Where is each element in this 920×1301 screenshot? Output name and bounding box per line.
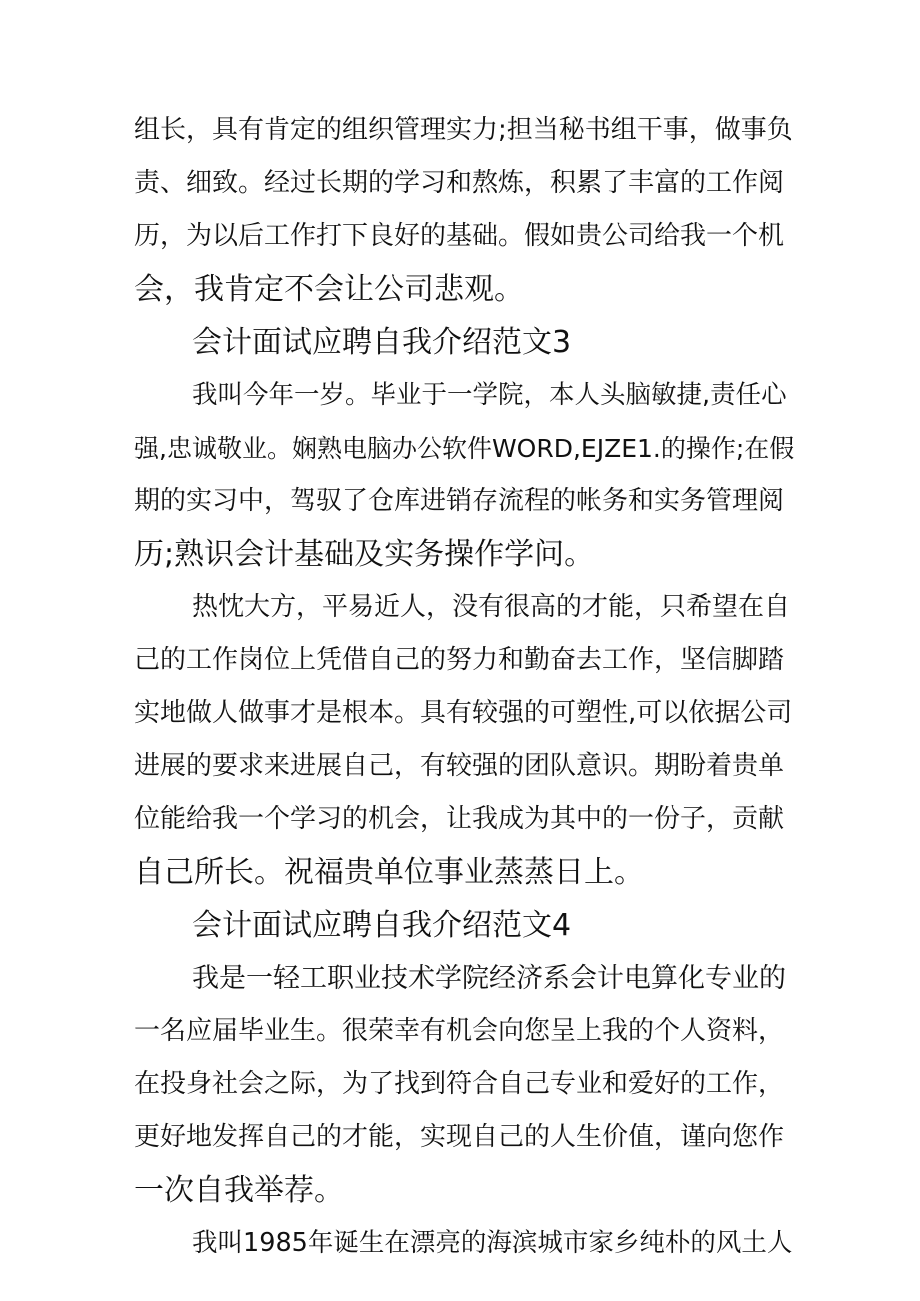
- text-line: 强,忠诚敬业。娴熟电脑办公软件WORD,EJZE1.的操作;在假: [134, 434, 795, 463]
- text-line: 在投身社会之际，为了找到符合自己专业和爱好的工作，: [134, 1069, 785, 1099]
- text-line: 位能给我一个学习的机会，让我成为其中的一份子，贡献: [134, 804, 785, 834]
- text-line: 我是一轻工职业技术学院经济系会计电算化专业的: [192, 963, 786, 994]
- section-heading: 会计面试应聘自我介绍范文4: [192, 908, 572, 943]
- text-line: 自己所长。祝福贵单位事业蒸蒸日上。: [134, 855, 644, 890]
- text-line: 实地做人做事才是根本。具有较强的可塑性,可以依据公司: [134, 698, 793, 728]
- text-line: 己的工作岗位上凭借自己的努力和勤奋去工作，坚信脚踏: [134, 645, 785, 675]
- text-line: 组长，具有肯定的组织管理实力;担当秘书组干事，做事负: [134, 115, 793, 145]
- text-line: 进展的要求来进展自己，有较强的团队意识。期盼着贵单: [134, 751, 785, 781]
- document-body: [134, 104, 796, 1270]
- text-line: 我叫今年一岁。毕业于一学院，本人头脑敏捷,责任心: [192, 380, 787, 410]
- text-line: 历;熟识会计基础及实务操作学问。: [134, 537, 595, 572]
- text-line: 一次自我举荐。: [134, 1173, 344, 1208]
- text-line: 我叫1985年诞生在漂亮的海滨城市家乡纯朴的风土人: [192, 1228, 793, 1258]
- text-line: 历，为以后工作打下良好的基础。假如贵公司给我一个机: [134, 221, 785, 251]
- text-line: 会，我肯定不会让公司悲观。: [134, 272, 524, 307]
- text-line: 更好地发挥自己的才能，实现自己的人生价值，谨向您作: [134, 1122, 785, 1152]
- text-line: 责、细致。经过长期的学习和熬炼，积累了丰富的工作阅: [134, 168, 785, 198]
- text-line: 热忱大方，平易近人，没有很高的才能，只希望在自: [192, 592, 791, 622]
- text-line: 期的实习中，驾驭了仓库进销存流程的帐务和实务管理阅: [134, 486, 785, 516]
- section-heading: 会计面试应聘自我介绍范文3: [192, 325, 572, 360]
- text-line: 一名应届毕业生。很荣幸有机会向您呈上我的个人资料，: [134, 1016, 785, 1046]
